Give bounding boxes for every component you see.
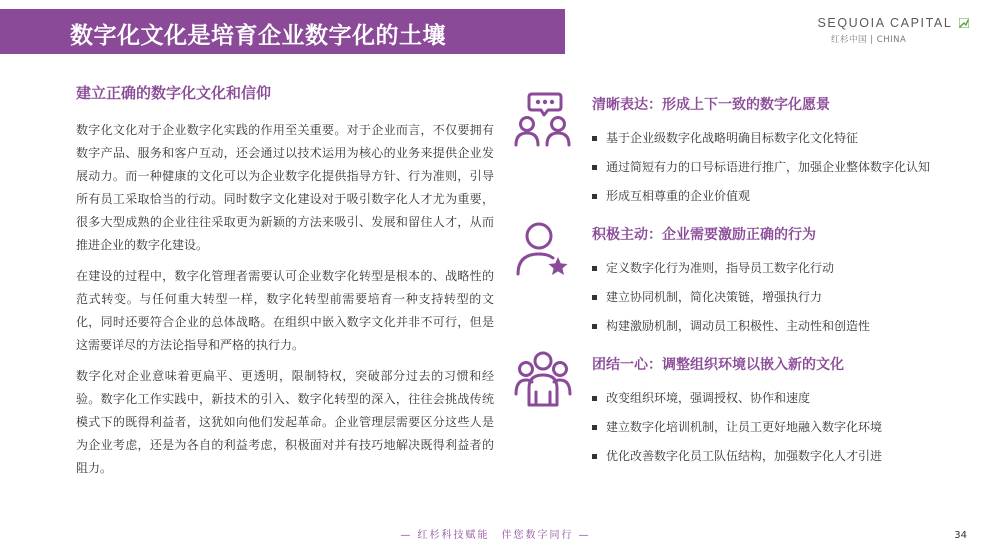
person-star-icon: [514, 220, 572, 278]
bullet-list: [592, 384, 882, 471]
chat-people-icon: [514, 90, 572, 148]
bullet-list: [592, 254, 870, 341]
page-title: 数字化文化是培育企业数字化的土壤: [70, 23, 446, 49]
section-title: 积极主动：企业需要激励正确的行为: [592, 227, 816, 243]
list-item: 构建激励机制，调动员工积极性、主动性和创造性: [592, 312, 870, 341]
logo-mark-icon: [959, 18, 969, 28]
paragraph: 在建设的过程中，数字化管理者需要认可企业数字化转型是根本的、战略性的范式转变。与任何重大转型一样，数字化转型前需要培育一种支持转型的文化，同时还要符合企业的总体战略。在组织中嵌入数字文化并非不可行，但是这需要详尽的方法论指导和严格的执行力。: [76, 269, 494, 352]
list-item: 建立协同机制，简化决策链，增强执行力: [592, 283, 870, 312]
title-banner: [0, 9, 565, 54]
list-item: 基于企业级数字化战略明确目标数字化文化特征: [592, 124, 930, 153]
list-item: 通过简短有力的口号标语进行推广，加强企业整体数字化认知: [592, 153, 930, 182]
list-item: 形成互相尊重的企业价值观: [592, 182, 930, 211]
left-column: [76, 82, 494, 488]
bullet-list: [592, 124, 930, 211]
list-item: 定义数字化行为准则，指导员工数字化行动: [592, 254, 870, 283]
bullet-icon: [592, 136, 597, 141]
section-title: 清晰表达：形成上下一致的数字化愿景: [592, 97, 830, 113]
list-item: 改变组织环境，强调授权、协作和速度: [592, 384, 882, 413]
page-number: 34: [954, 530, 967, 541]
bullet-icon: [592, 454, 597, 459]
bullet-icon: [592, 324, 597, 329]
footer-slogan: — 红杉科技赋能 伴您数字同行 —: [400, 530, 591, 541]
list-item: 优化改善数字化员工队伍结构，加强数字化人才引进: [592, 442, 882, 471]
logo-name: SEQUOIA CAPITAL: [817, 16, 969, 30]
bullet-icon: [592, 165, 597, 170]
bullet-icon: [592, 295, 597, 300]
paragraph: 数字化文化对于企业数字化实践的作用至关重要。对于企业而言，不仅要拥有数字产品、服务和客户互动，还会通过以技术运用为核心的业务来提供企业发展动力。而一种健康的文化可以为企业数字化提供指导方针、行为准则，引导所有员工采取恰当的行动。同时数字文化建设对于吸引数字化人才尤为重要，很多大型成熟的企业往往采取更为新颖的方法来吸引、发展和留住人才，从而推进企业的数字化建设。: [76, 123, 494, 252]
bullet-icon: [592, 396, 597, 401]
sequoia-logo: [819, 16, 969, 46]
bullet-icon: [592, 425, 597, 430]
section-title: 团结一心：调整组织环境以嵌入新的文化: [592, 357, 844, 373]
bullet-icon: [592, 194, 597, 199]
logo-subtitle: 红杉中国 | CHINA: [831, 35, 907, 45]
left-heading: 建立正确的数字化文化和信仰: [76, 84, 272, 102]
team-icon: [514, 350, 572, 408]
paragraph: 数字化对企业意味着更扁平、更透明，限制特权，突破部分过去的习惯和经验。数字化工作实践中，新技术的引入、数字化转型的深入，往往会挑战传统模式下的既得利益者，这犹如向他们发起革命。企业管理层需要区分这些人是为企业考虑，还是为各自的利益考虑，积极面对并有技巧地解决既得利益者的阻力。: [76, 369, 494, 475]
bullet-icon: [592, 266, 597, 271]
list-item: 建立数字化培训机制，让员工更好地融入数字化环境: [592, 413, 882, 442]
